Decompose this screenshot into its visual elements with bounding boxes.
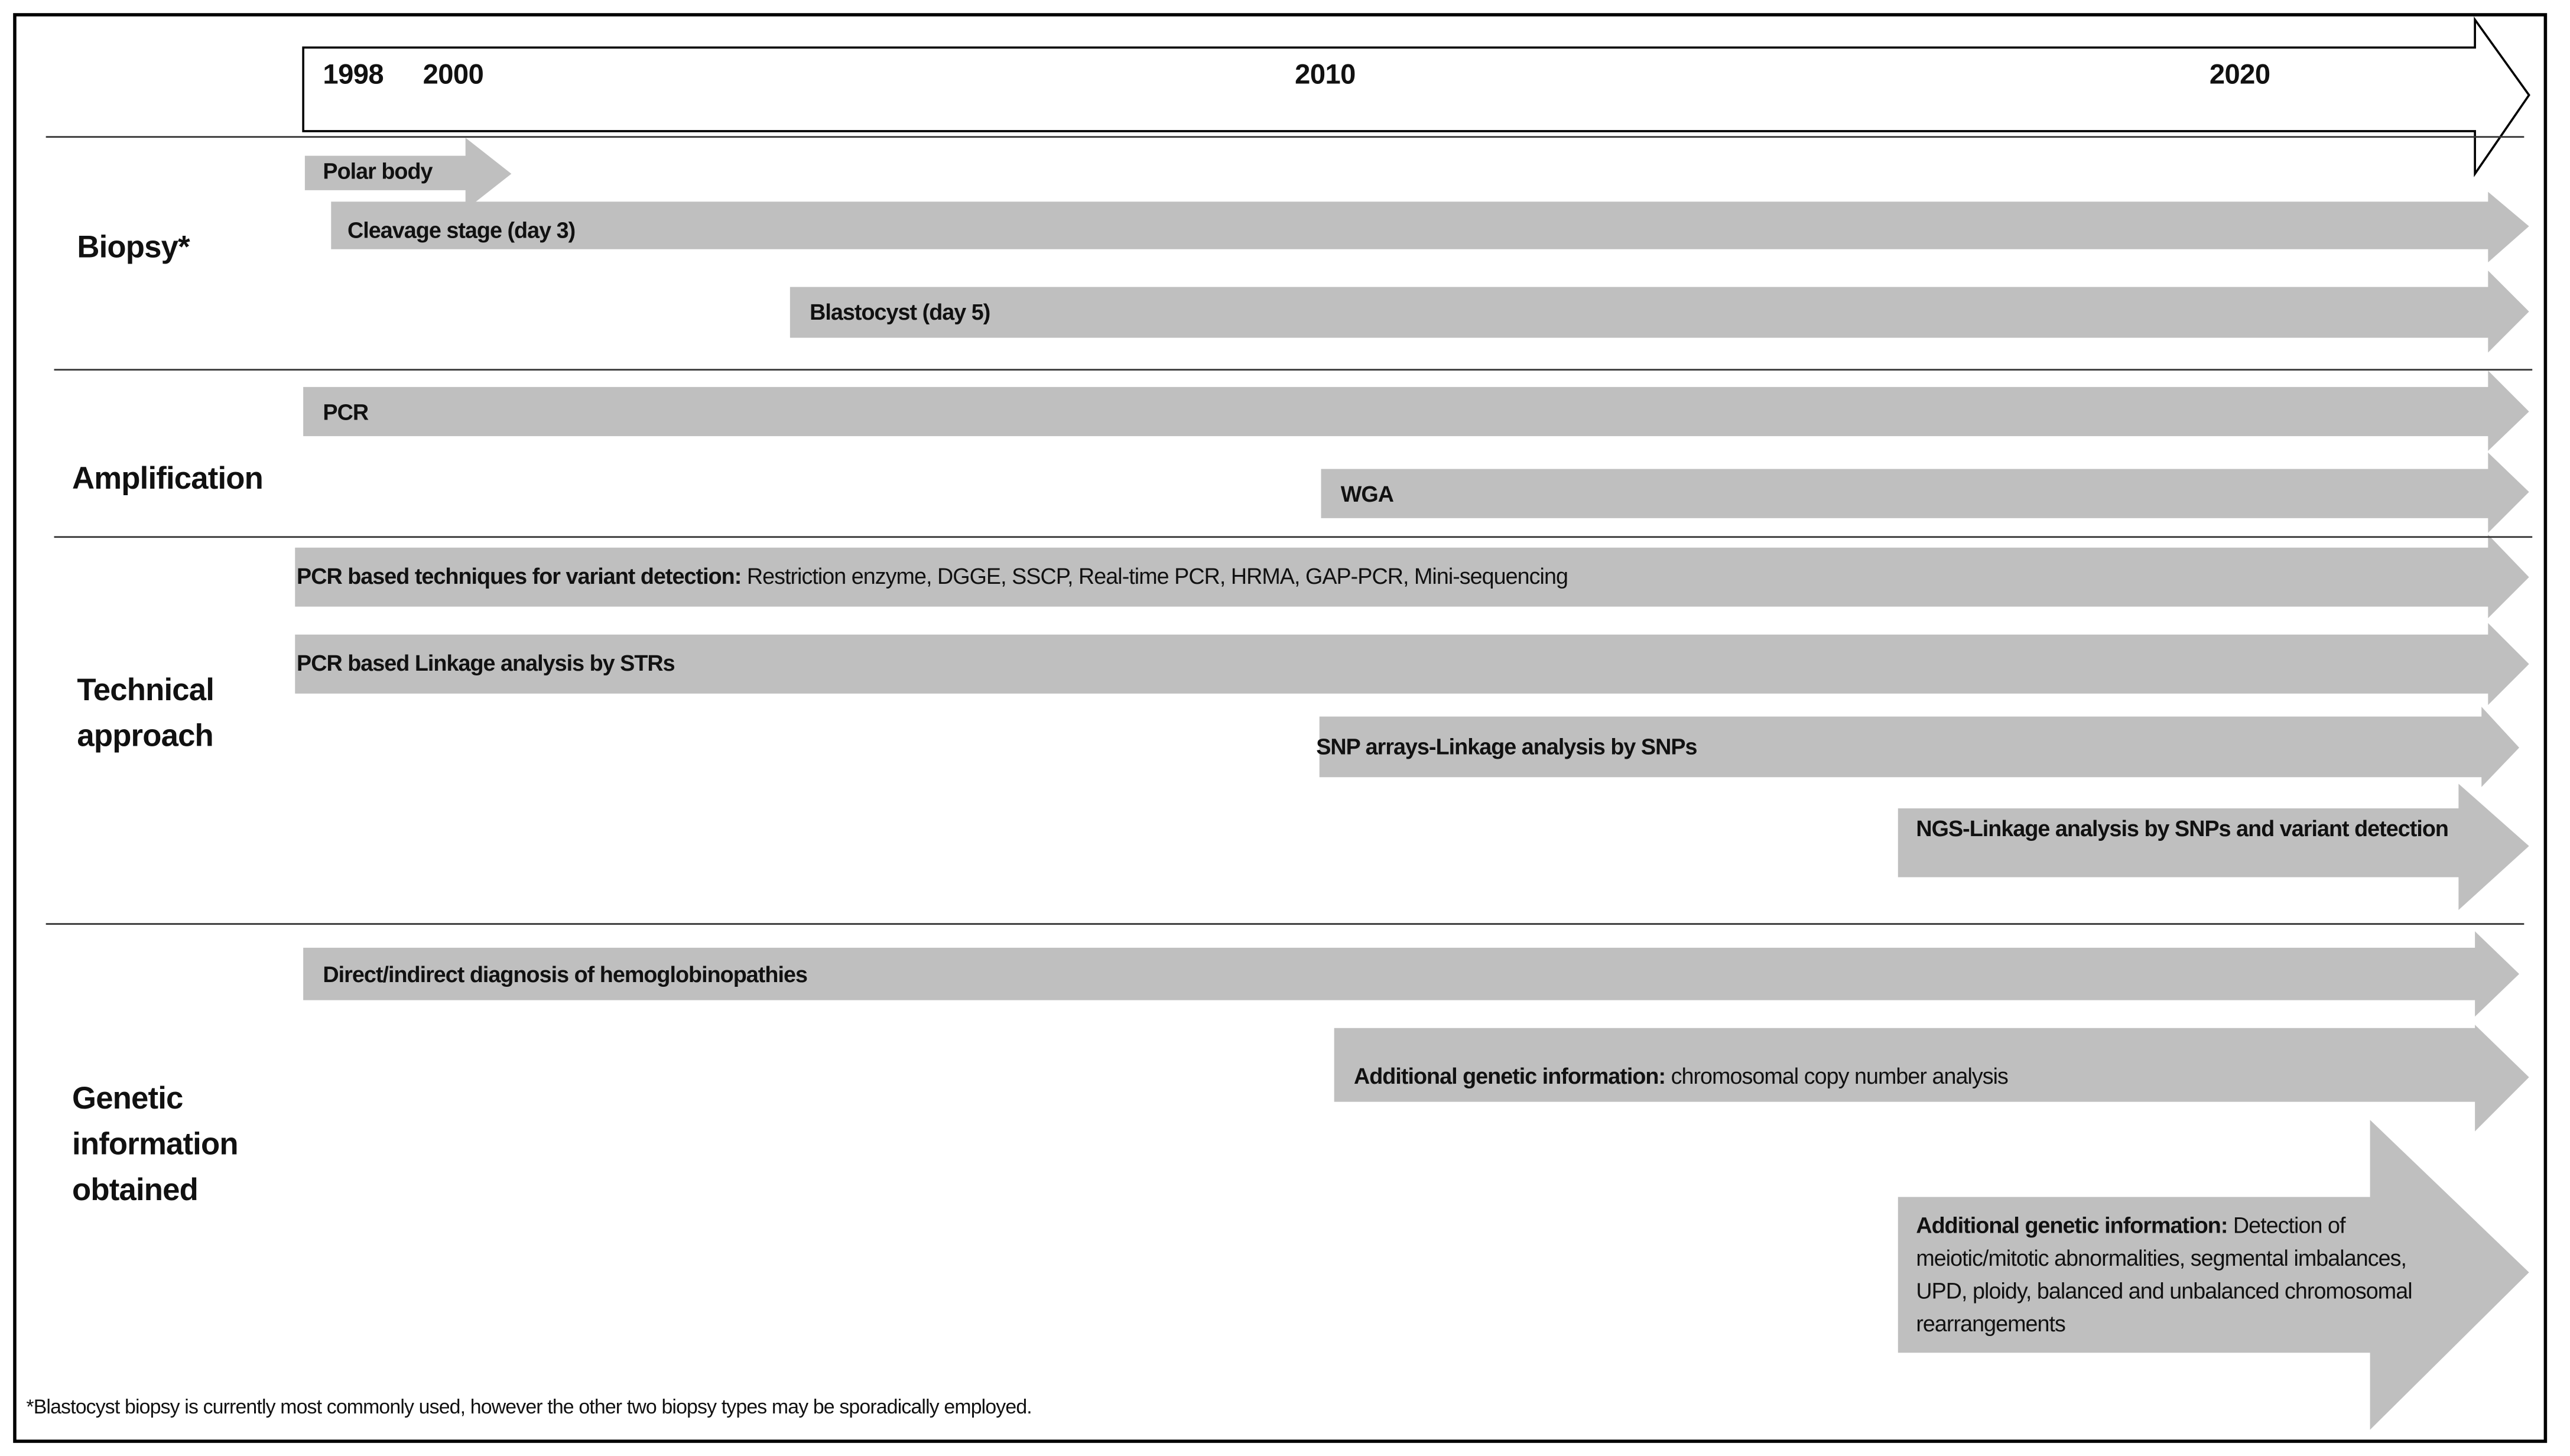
section-label-amplification: Amplification bbox=[72, 462, 263, 497]
label-line: Genetic bbox=[72, 1082, 183, 1117]
label-bold: Additional genetic information: bbox=[1353, 1064, 1666, 1089]
year-1998: 1998 bbox=[323, 58, 384, 90]
arrow-label-pcr bbox=[323, 397, 368, 430]
label-bold: Additional genetic information: bbox=[1916, 1213, 2228, 1238]
label-bold: NGS-Linkage analysis by SNPs and variant detection bbox=[1916, 816, 2448, 841]
separator-header bbox=[46, 136, 2524, 138]
arrow-label-cleavage-stage bbox=[347, 214, 575, 247]
label-bold: Direct/indirect diagnosis of hemoglobinopathies bbox=[323, 962, 807, 987]
label-bold: PCR bbox=[323, 400, 369, 425]
footnote: *Blastocyst biopsy is currently most commonly used, however the other two biopsy types may be sporadically employed. bbox=[26, 1395, 1032, 1419]
section-label-technical-approach bbox=[77, 669, 214, 760]
label-line: approach bbox=[77, 720, 213, 755]
label-bold: WGA bbox=[1340, 482, 1394, 507]
label-bold: SNP arrays-Linkage analysis by SNPs bbox=[1316, 734, 1697, 759]
label-line: information bbox=[72, 1128, 238, 1163]
arrow-label-detection bbox=[1916, 1210, 2427, 1341]
arrow-label-hemoglobinopathies bbox=[323, 959, 807, 992]
label-line: Technical bbox=[77, 674, 215, 708]
label-bold: PCR based Linkage analysis by STRs bbox=[297, 651, 675, 676]
arrow-label-polar-body bbox=[323, 156, 432, 188]
separator-technical bbox=[46, 923, 2524, 925]
label-bold: Cleavage stage (day 3) bbox=[347, 218, 576, 243]
label-bold: PCR based techniques for variant detection: bbox=[297, 564, 742, 589]
label-text: Restriction enzyme, DGGE, SSCP, Real-time PCR, HRMA, GAP-PCR, Mini-sequencing bbox=[741, 564, 1568, 589]
section-label-genetic-information bbox=[72, 1077, 238, 1215]
arrow-pcr bbox=[303, 370, 2529, 451]
arrow-label-ngs bbox=[1916, 813, 2457, 846]
label-text: chromosomal copy number analysis bbox=[1665, 1064, 2008, 1089]
year-2000: 2000 bbox=[423, 58, 484, 90]
separator-biopsy bbox=[54, 369, 2533, 370]
timeline-arrow bbox=[303, 20, 2529, 174]
separator-amplification bbox=[54, 536, 2533, 538]
arrow-label-wga bbox=[1341, 479, 1393, 511]
label-text: Detection of meiotic/mitotic abnormalities, segmental imbalances, UPD, ploidy, balanced and unbalanced chromosomal rearrangements bbox=[1916, 1213, 2412, 1337]
label-bold: Polar body bbox=[323, 159, 433, 184]
arrow-wga bbox=[1321, 453, 2529, 533]
arrow-blastocyst bbox=[790, 271, 2529, 353]
label-line: obtained bbox=[72, 1174, 198, 1209]
arrow-label-copy-number bbox=[1354, 1061, 2008, 1093]
arrow-label-pcr-linkage-strs bbox=[297, 648, 675, 680]
year-2010: 2010 bbox=[1295, 58, 1356, 90]
arrow-label-pcr-variant-detection bbox=[297, 561, 1568, 593]
year-2020: 2020 bbox=[2209, 58, 2270, 90]
arrow-ngs bbox=[1898, 784, 2529, 910]
section-label-biopsy: Biopsy* bbox=[77, 231, 190, 266]
label-bold: Blastocyst (day 5) bbox=[810, 300, 990, 325]
arrow-cleavage-stage bbox=[331, 192, 2529, 262]
arrow-label-snp-arrays bbox=[1316, 732, 1697, 764]
arrow-label-blastocyst bbox=[810, 297, 990, 329]
